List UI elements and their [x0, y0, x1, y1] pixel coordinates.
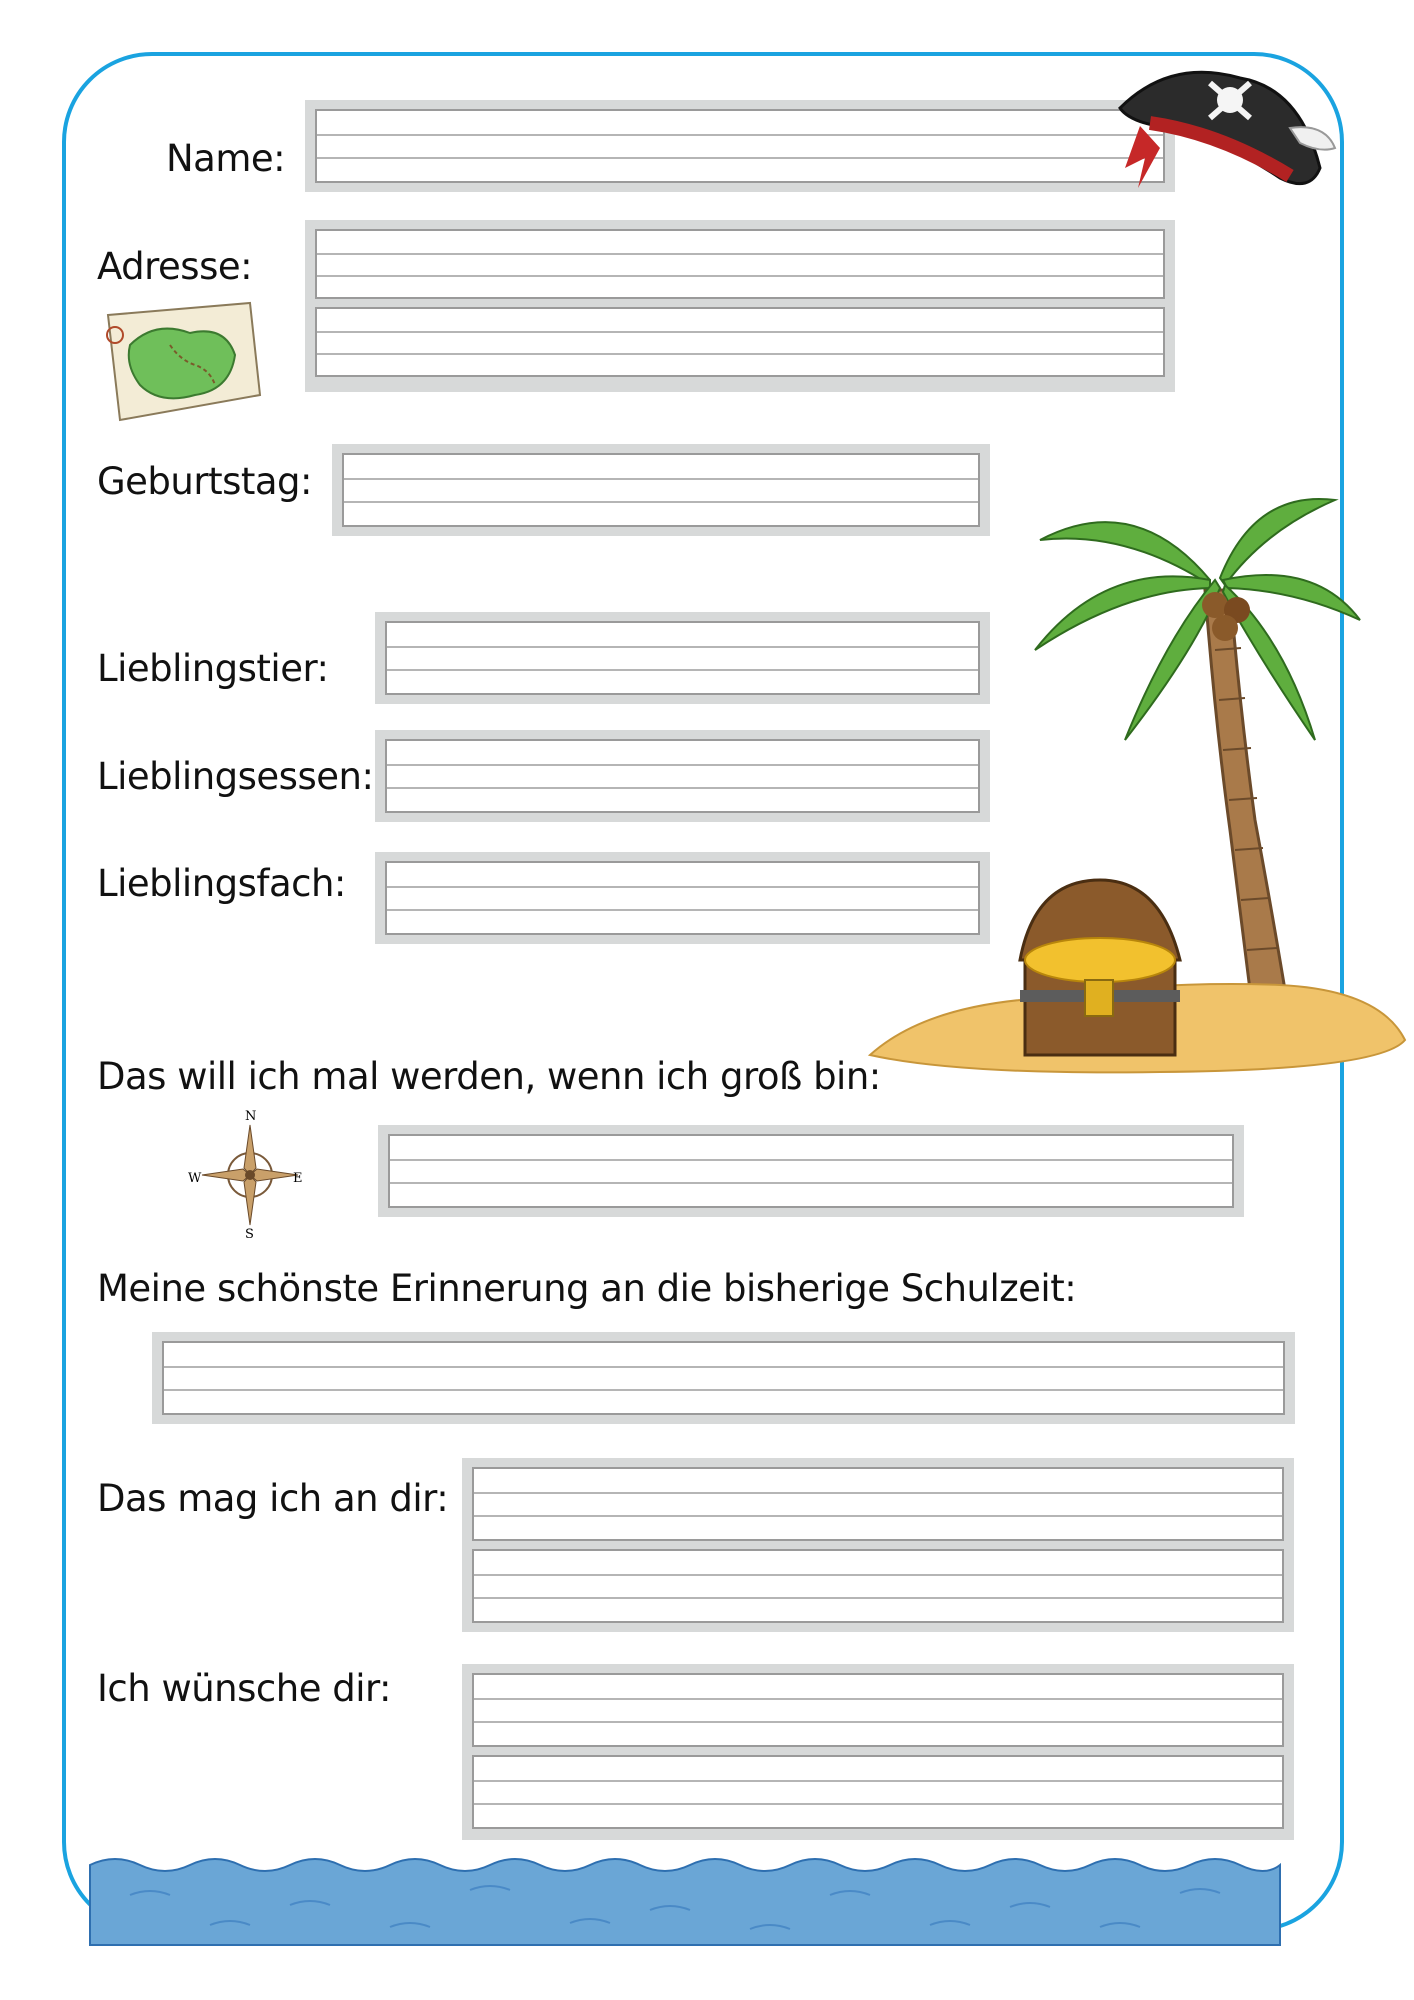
- future-field[interactable]: [378, 1125, 1244, 1217]
- memory-field[interactable]: [152, 1332, 1295, 1424]
- treasure-map-icon: [100, 295, 265, 425]
- address-field[interactable]: [305, 220, 1175, 392]
- fav-animal-field[interactable]: [375, 612, 990, 704]
- fav-food-label: Lieblingsessen:: [97, 755, 374, 798]
- pirate-hat-icon: [1110, 48, 1340, 218]
- compass-w: W: [188, 1171, 202, 1186]
- birthday-field[interactable]: [332, 444, 990, 536]
- name-label: Name:: [166, 137, 286, 180]
- compass-n: N: [245, 1109, 257, 1124]
- fav-subject-label: Lieblingsfach:: [97, 862, 346, 905]
- wish-field[interactable]: [462, 1664, 1294, 1840]
- name-field[interactable]: [305, 100, 1175, 192]
- future-label: Das will ich mal werden, wenn ich groß bin:: [97, 1055, 881, 1098]
- like-field[interactable]: [462, 1458, 1294, 1632]
- birthday-label: Geburtstag:: [97, 460, 313, 503]
- memory-label: Meine schönste Erinnerung an die bisherige Schulzeit:: [97, 1267, 1077, 1310]
- wish-label: Ich wünsche dir:: [97, 1667, 392, 1710]
- compass-e: E: [293, 1171, 303, 1186]
- fav-food-field[interactable]: [375, 730, 990, 822]
- sea-waves-icon: [90, 1845, 1280, 1945]
- treasure-island-icon: [860, 860, 1410, 1080]
- fav-animal-label: Lieblingstier:: [97, 647, 329, 690]
- address-label: Adresse:: [97, 245, 253, 288]
- compass-s: S: [245, 1227, 254, 1242]
- like-label: Das mag ich an dir:: [97, 1477, 449, 1520]
- compass-rose-icon: [190, 1110, 310, 1240]
